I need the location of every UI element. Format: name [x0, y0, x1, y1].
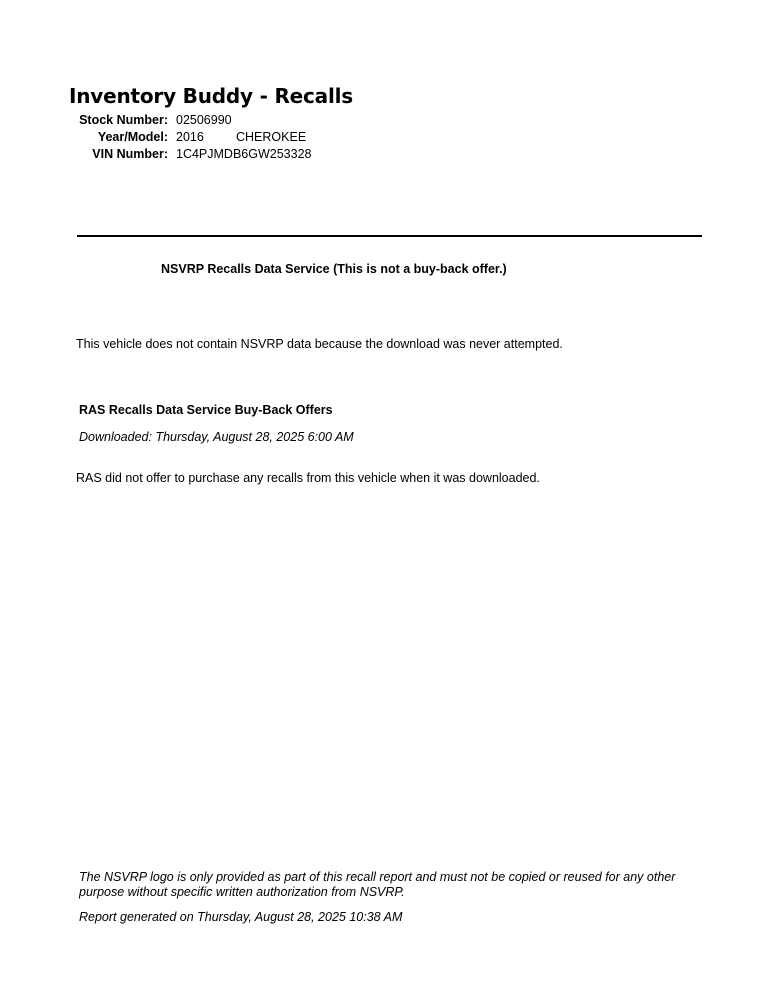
- nsvrp-heading: NSVRP Recalls Data Service (This is not a buy-back offer.): [161, 262, 507, 276]
- divider: [77, 235, 702, 237]
- report-generated-date: Report generated on Thursday, August 28, 2025 10:38 AM: [79, 910, 403, 924]
- vin-label: VIN Number:: [92, 147, 168, 161]
- report-title: Inventory Buddy - Recalls: [69, 84, 353, 108]
- year-model-label: Year/Model:: [97, 130, 168, 144]
- stock-number-label: Stock Number:: [79, 113, 168, 127]
- ras-heading: RAS Recalls Data Service Buy-Back Offers: [79, 403, 333, 417]
- ras-message: RAS did not offer to purchase any recalls from this vehicle when it was downloaded.: [76, 471, 540, 485]
- vin-value: 1C4PJMDB6GW253328: [176, 147, 312, 161]
- stock-number-value: 02506990: [176, 113, 232, 127]
- model-value: CHEROKEE: [236, 130, 307, 144]
- year-value: 2016: [176, 130, 204, 144]
- logo-notice: The NSVRP logo is only provided as part of this recall report and must not be copied or reused for any other purpose without specific written authorization from NSVRP.: [79, 870, 676, 899]
- ras-downloaded-date: Downloaded: Thursday, August 28, 2025 6:00 AM: [79, 430, 354, 444]
- nsvrp-message: This vehicle does not contain NSVRP data because the download was never attempted.: [76, 337, 563, 351]
